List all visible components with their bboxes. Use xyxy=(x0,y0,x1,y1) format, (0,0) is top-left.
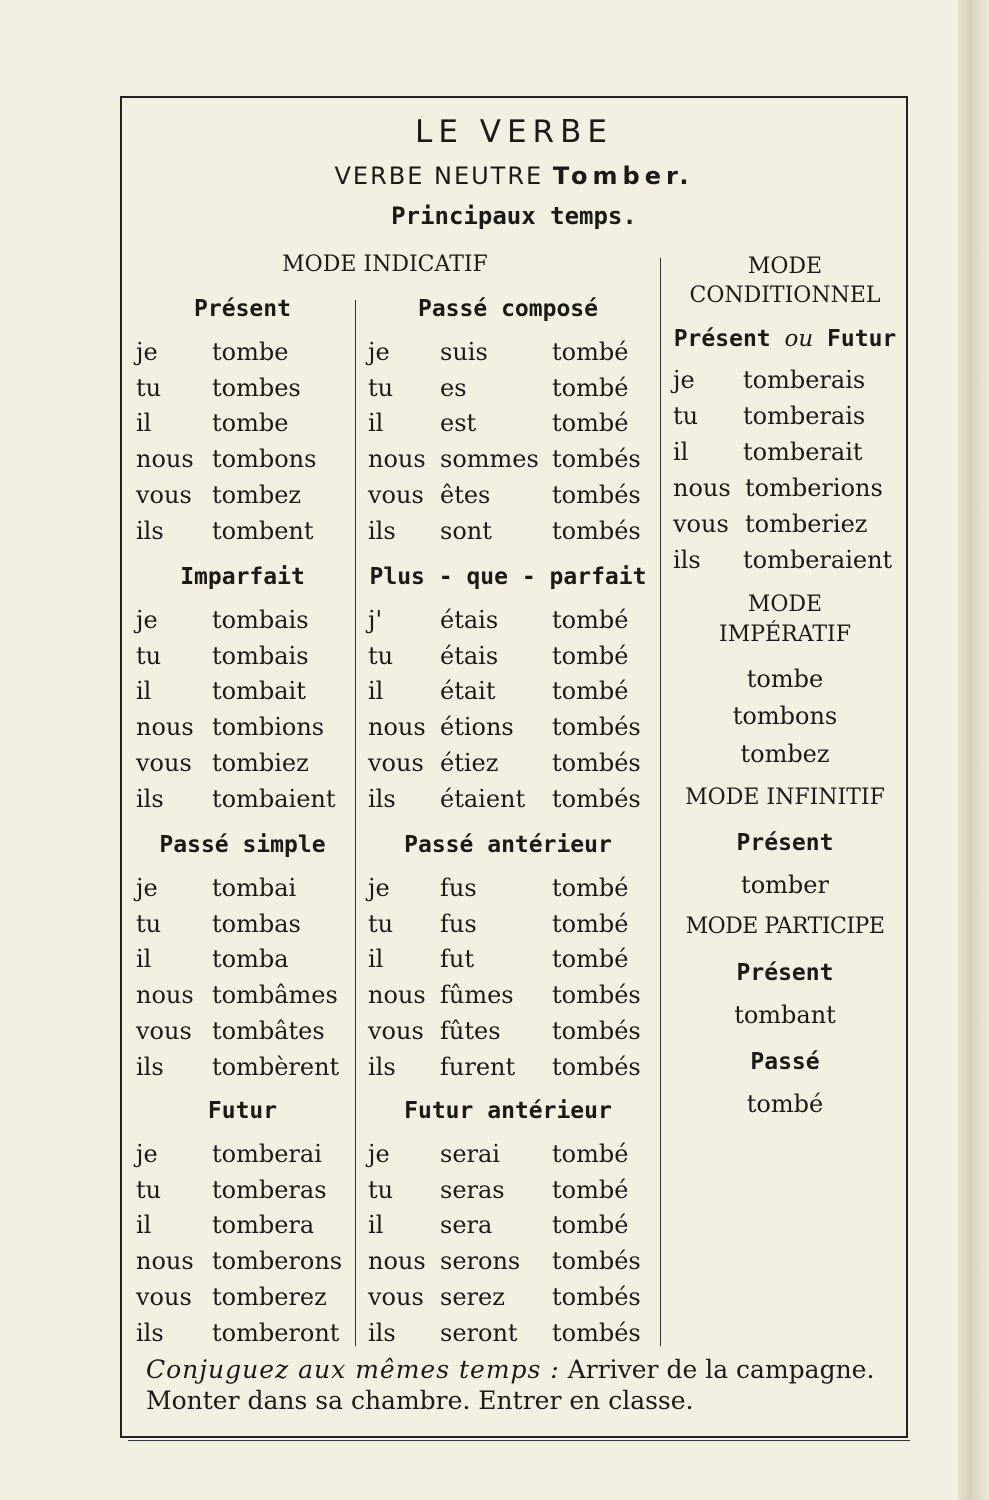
participle: tombé xyxy=(552,909,629,938)
pronoun: vous xyxy=(368,480,424,509)
verb-form: tombe xyxy=(212,409,289,438)
pronoun: il xyxy=(673,438,689,466)
pronoun: nous xyxy=(136,981,194,1010)
page-title: LE VERBE xyxy=(415,114,613,150)
pronoun: nous xyxy=(673,474,731,502)
pronoun: vous xyxy=(136,1282,192,1311)
auxiliary: étiez xyxy=(440,748,499,777)
auxiliary: fus xyxy=(440,874,477,902)
verb-form: tombas xyxy=(212,909,301,938)
pronoun: ils xyxy=(136,1318,164,1347)
tense-heading: Passé composé xyxy=(417,296,598,322)
pronoun: il xyxy=(136,677,152,706)
auxiliary: étais xyxy=(440,606,499,634)
verb-form: tombent xyxy=(212,516,314,545)
pronoun: il xyxy=(368,1211,384,1240)
pronoun: je xyxy=(673,366,695,394)
participle: tombés xyxy=(552,1282,641,1311)
auxiliary: êtes xyxy=(440,480,491,509)
pronoun: je xyxy=(368,874,390,902)
auxiliary: fûmes xyxy=(440,981,514,1010)
pronoun: nous xyxy=(368,445,426,474)
participle: tombés xyxy=(552,1016,641,1045)
participe-present-heading: Présent xyxy=(736,960,834,986)
verb-form: tomberions xyxy=(745,474,883,502)
column-separator-left xyxy=(355,300,356,1346)
verb-form: tombais xyxy=(212,606,309,634)
pronoun: je xyxy=(136,338,158,366)
auxiliary: serez xyxy=(440,1282,505,1311)
verb-form: tomberez xyxy=(212,1282,327,1311)
infinitif-tense-heading: Présent xyxy=(736,830,834,856)
verb-form: tomberons xyxy=(212,1247,343,1276)
verb-form: tombait xyxy=(212,677,306,706)
infinitif-form: tomber xyxy=(741,871,829,899)
verb-form: tombais xyxy=(212,641,309,670)
participle: tombés xyxy=(552,1052,641,1081)
pronoun: vous xyxy=(368,748,424,777)
participle: tombés xyxy=(552,713,641,742)
verb-form: tombiez xyxy=(212,748,309,777)
pronoun: vous xyxy=(136,748,192,777)
pronoun: ils xyxy=(368,1052,396,1081)
auxiliary: étions xyxy=(440,713,514,742)
verb-form: tombons xyxy=(212,445,317,474)
pronoun: tu xyxy=(368,1175,394,1204)
auxiliary: sommes xyxy=(440,445,539,474)
exercise-text xyxy=(146,1354,891,1416)
pronoun: tu xyxy=(368,373,394,402)
pronoun: il xyxy=(136,409,152,438)
column-separator-right xyxy=(660,258,661,1346)
pronoun: ils xyxy=(673,546,701,574)
auxiliary: étais xyxy=(440,641,499,670)
pronoun: il xyxy=(136,1211,152,1240)
participle: tombés xyxy=(552,784,641,813)
verb-form: tomberais xyxy=(743,366,866,394)
verb-form: tomberiez xyxy=(745,510,868,538)
pronoun: ils xyxy=(368,1318,396,1347)
auxiliary: serons xyxy=(440,1247,521,1276)
mode-imperatif-line1: MODE xyxy=(747,592,823,617)
participle: tombé xyxy=(552,1175,629,1204)
subtitle-prefix: VERBE NEUTRE xyxy=(334,162,544,190)
pronoun: ils xyxy=(136,516,164,545)
conditionnel-tense-heading xyxy=(665,326,905,352)
tense-heading: Futur antérieur xyxy=(404,1098,612,1124)
mode-conditionnel-line1: MODE xyxy=(747,254,823,279)
verb-form: tomberait xyxy=(743,438,863,466)
pronoun: j' xyxy=(368,606,383,634)
imperatif-form: tombez xyxy=(740,740,830,768)
pronoun: il xyxy=(368,409,384,438)
verb-form: tombez xyxy=(212,480,302,509)
imperatif-form: tombons xyxy=(732,702,838,730)
pronoun: vous xyxy=(368,1282,424,1311)
pronoun: vous xyxy=(368,1016,424,1045)
exercise-sentences: Arriver de la campagne. Monter dans sa chambre. Entrer en classe. xyxy=(146,1355,875,1415)
verb-form: tombèrent xyxy=(212,1052,340,1081)
tense-heading: Imparfait xyxy=(180,564,305,590)
participle: tombé xyxy=(552,677,629,706)
auxiliary: fut xyxy=(440,945,474,974)
participle: tombé xyxy=(552,1140,629,1168)
pronoun: tu xyxy=(368,641,394,670)
pronoun: je xyxy=(368,338,390,366)
pronoun: je xyxy=(136,874,158,902)
auxiliary: était xyxy=(440,677,496,706)
subtitle xyxy=(120,162,908,190)
pronoun: il xyxy=(368,945,384,974)
mode-imperatif-label xyxy=(665,590,905,650)
pronoun: vous xyxy=(136,480,192,509)
verb-form: tomberont xyxy=(212,1318,340,1347)
verb-form: tombaient xyxy=(212,784,336,813)
tense-heading: Présent xyxy=(194,296,291,322)
mode-indicatif-label: MODE INDICATIF xyxy=(282,252,488,277)
participle: tombés xyxy=(552,748,641,777)
participle: tombés xyxy=(552,981,641,1010)
participe-passe-heading: Passé xyxy=(750,1049,820,1075)
pronoun: tu xyxy=(673,402,699,430)
pronoun: je xyxy=(136,606,158,634)
auxiliary: sera xyxy=(440,1211,493,1240)
verb-form: tombera xyxy=(212,1211,315,1240)
imperatif-form: tombe xyxy=(746,665,824,693)
pronoun: vous xyxy=(136,1016,192,1045)
auxiliary: es xyxy=(440,373,467,402)
pronoun: il xyxy=(136,945,152,974)
verb-form: tombâtes xyxy=(212,1016,325,1045)
pronoun: nous xyxy=(136,713,194,742)
pronoun: nous xyxy=(136,1247,194,1276)
participle: tombé xyxy=(552,373,629,402)
verb-form: tombions xyxy=(212,713,325,742)
mode-imperatif-line2: IMPÉRATIF xyxy=(719,622,851,647)
participle: tombé xyxy=(552,606,629,634)
pronoun: ils xyxy=(368,516,396,545)
verb-form: tomberais xyxy=(743,402,866,430)
auxiliary: seras xyxy=(440,1175,505,1204)
auxiliary: serai xyxy=(440,1140,500,1168)
pronoun: tu xyxy=(136,373,162,402)
pronoun: tu xyxy=(368,909,394,938)
verb-form: tomba xyxy=(212,945,289,974)
mode-infinitif-label: MODE INFINITIF xyxy=(685,785,885,810)
section-heading: Principaux temps. xyxy=(391,202,637,230)
tense-heading: Plus - que - parfait xyxy=(369,564,647,590)
verb-form: tombâmes xyxy=(212,981,338,1010)
participle: tombé xyxy=(552,1211,629,1240)
auxiliary: étaient xyxy=(440,784,526,813)
verb-form: tomberai xyxy=(212,1140,322,1168)
pronoun: vous xyxy=(673,510,729,538)
tense-heading: Futur xyxy=(207,1098,278,1124)
frame-double-rule xyxy=(128,1440,910,1441)
mode-conditionnel-line2: CONDITIONNEL xyxy=(689,283,881,308)
pronoun: il xyxy=(368,677,384,706)
participle: tombé xyxy=(552,641,629,670)
pronoun: tu xyxy=(136,909,162,938)
participle: tombé xyxy=(552,409,629,438)
mode-participe-label: MODE PARTICIPE xyxy=(685,914,885,939)
pronoun: tu xyxy=(136,1175,162,1204)
exercise-instruction: Conjuguez aux mêmes temps : xyxy=(146,1355,560,1384)
auxiliary: furent xyxy=(440,1052,516,1081)
auxiliary: fus xyxy=(440,909,477,938)
subtitle-verb: Tomber. xyxy=(552,162,694,190)
verb-form: tombes xyxy=(212,373,301,402)
participle: tombé xyxy=(552,945,629,974)
participle: tombés xyxy=(552,1247,641,1276)
pronoun: tu xyxy=(136,641,162,670)
auxiliary: sont xyxy=(440,516,492,545)
pronoun: je xyxy=(368,1140,390,1168)
pronoun: nous xyxy=(136,445,194,474)
conditionnel-tense-a: Présent xyxy=(673,326,771,352)
verb-form: tombe xyxy=(212,338,289,366)
auxiliary: est xyxy=(440,409,477,438)
pronoun: ils xyxy=(136,1052,164,1081)
verb-form: tomberas xyxy=(212,1175,327,1204)
pronoun: nous xyxy=(368,1247,426,1276)
auxiliary: suis xyxy=(440,338,488,366)
participle: tombés xyxy=(552,445,641,474)
pronoun: je xyxy=(136,1140,158,1168)
verb-form: tombai xyxy=(212,874,297,902)
participle: tombé xyxy=(552,338,629,366)
participe-passe-form: tombé xyxy=(746,1090,824,1118)
mode-conditionnel-label xyxy=(665,252,905,310)
participle: tombés xyxy=(552,1318,641,1347)
conditionnel-tense-or: ou xyxy=(784,326,814,352)
conditionnel-tense-b: Futur xyxy=(827,326,897,352)
participe-present-form: tombant xyxy=(734,1001,836,1029)
tense-heading: Passé antérieur xyxy=(404,832,612,858)
verb-form: tomberaient xyxy=(743,546,893,574)
auxiliary: seront xyxy=(440,1318,518,1347)
page-edge-shadow xyxy=(958,0,989,1500)
participle: tombé xyxy=(552,874,629,902)
pronoun: ils xyxy=(136,784,164,813)
auxiliary: fûtes xyxy=(440,1016,501,1045)
participle: tombés xyxy=(552,480,641,509)
pronoun: nous xyxy=(368,981,426,1010)
tense-heading: Passé simple xyxy=(159,832,326,858)
pronoun: ils xyxy=(368,784,396,813)
participle: tombés xyxy=(552,516,641,545)
pronoun: nous xyxy=(368,713,426,742)
